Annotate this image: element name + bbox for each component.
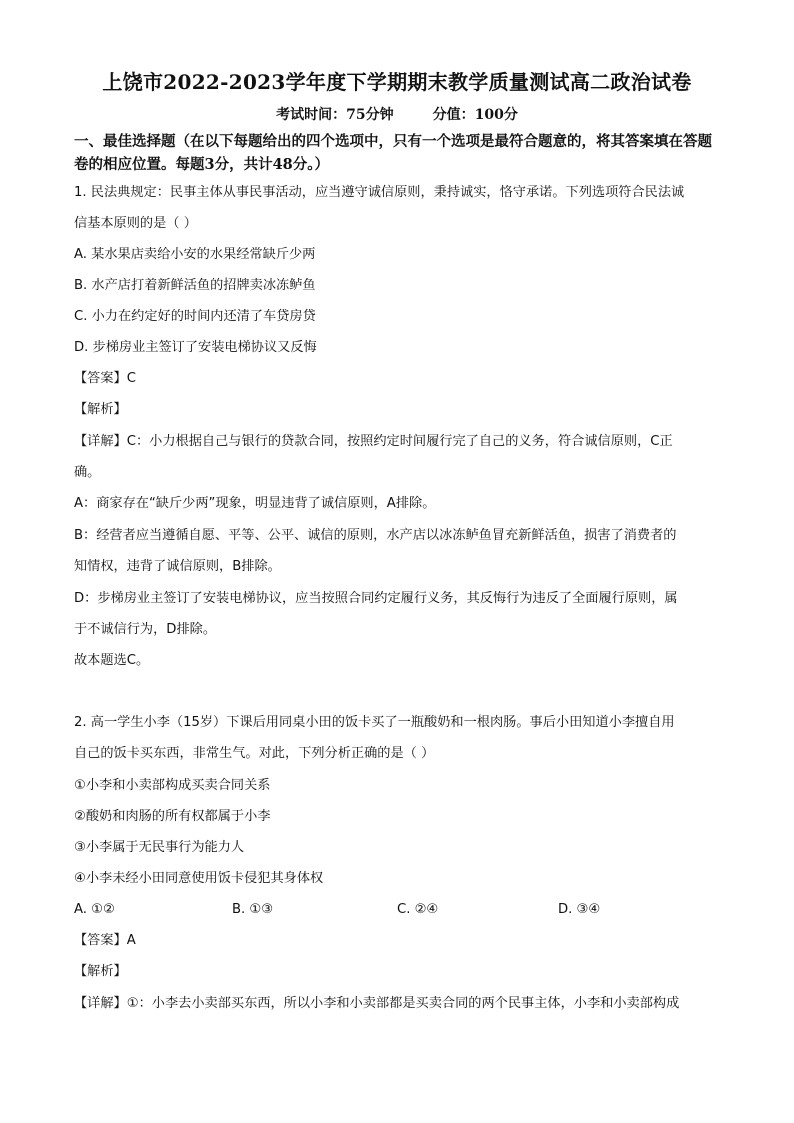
- q2-analysis-label: 【解析】: [74, 964, 127, 979]
- q2-statement-1: ①小李和小卖部构成买卖合同关系: [74, 778, 271, 793]
- q2-stem-line1: 2. 高一学生小李（15岁）下课后用同桌小田的饭卡买了一瓶酸奶和一根肉肠。事后小田知道小李擅自用: [74, 715, 675, 730]
- q1-answer: 【答案】C: [74, 371, 136, 386]
- exam-info: 考试时间：75分钟 分值：100分: [276, 107, 518, 123]
- q1-detail-d1: D：步梯房业主签订了安装电梯协议，应当按照合同约定履行义务，其反悔行为违反了全面履行原则，属: [74, 591, 678, 606]
- q1-detail-line1: 【详解】C：小力根据自己与银行的贷款合同，按照约定时间履行完了自己的义务，符合诚信原则，C正: [74, 434, 673, 449]
- q2-statement-4: ④小李未经小田同意使用饭卡侵犯其身体权: [74, 871, 324, 886]
- q2-detail-line1: 【详解】①：小李去小卖部买东西，所以小李和小卖部都是买卖合同的两个民事主体，小李和小卖部构成: [74, 996, 680, 1011]
- q1-detail-line2: 确。: [74, 465, 101, 480]
- q1-conclusion: 故本题选C。: [74, 653, 150, 668]
- q1-option-d: D. 步梯房业主签订了安装电梯协议又反悔: [74, 340, 317, 355]
- q1-detail-a: A：商家存在“缺斤少两”现象，明显违背了诚信原则，A排除。: [74, 496, 436, 511]
- q2-choices-row: [74, 900, 734, 920]
- q1-analysis-label: 【解析】: [74, 402, 127, 417]
- q2-choice-a: A. ①②: [74, 902, 115, 917]
- q2-statement-3: ③小李属于无民事行为能力人: [74, 840, 245, 855]
- q2-choice-d: D. ③④: [558, 902, 601, 917]
- q1-option-c: C. 小力在约定好的时间内还清了车贷房贷: [74, 309, 316, 324]
- q1-detail-b1: B：经营者应当遵循自愿、平等、公平、诚信的原则，水产店以冰冻鲈鱼冒充新鲜活鱼，损害了消费者的: [74, 528, 677, 543]
- q2-choice-b: B. ①③: [232, 902, 274, 917]
- q1-detail-d2: 于不诚信行为，D排除。: [74, 622, 217, 637]
- q2-choice-c: C. ②④: [397, 902, 439, 917]
- q2-answer: 【答案】A: [74, 933, 136, 948]
- q1-option-b: B. 水产店打着新鲜活鱼的招牌卖冰冻鲈鱼: [74, 278, 316, 293]
- q1-option-a: A. 某水果店卖给小安的水果经常缺斤少两: [74, 247, 316, 262]
- q1-stem-line2: 信基本原则的是（ ）: [74, 216, 197, 231]
- section-heading: 一、最佳选择题（在以下每题给出的四个选项中，只有一个选项是最符合题意的，将其答案填在答题卷的相应位置。每题3分，共计48分。）: [74, 133, 712, 173]
- q2-stem-line2: 自己的饭卡买东西，非常生气。对此，下列分析正确的是（ ）: [74, 746, 435, 761]
- exam-title: 上饶市2022-2023学年度下学期期末教学质量测试高二政治试卷: [102, 70, 692, 94]
- q2-statement-2: ②酸奶和肉肠的所有权都属于小李: [74, 809, 271, 824]
- q1-stem-line1: 1. 民法典规定：民事主体从事民事活动，应当遵守诚信原则，秉持诚实，恪守承诺。下列选项符合民法诚: [74, 185, 685, 200]
- q1-detail-b2: 知情权，违背了诚信原则，B排除。: [74, 559, 281, 574]
